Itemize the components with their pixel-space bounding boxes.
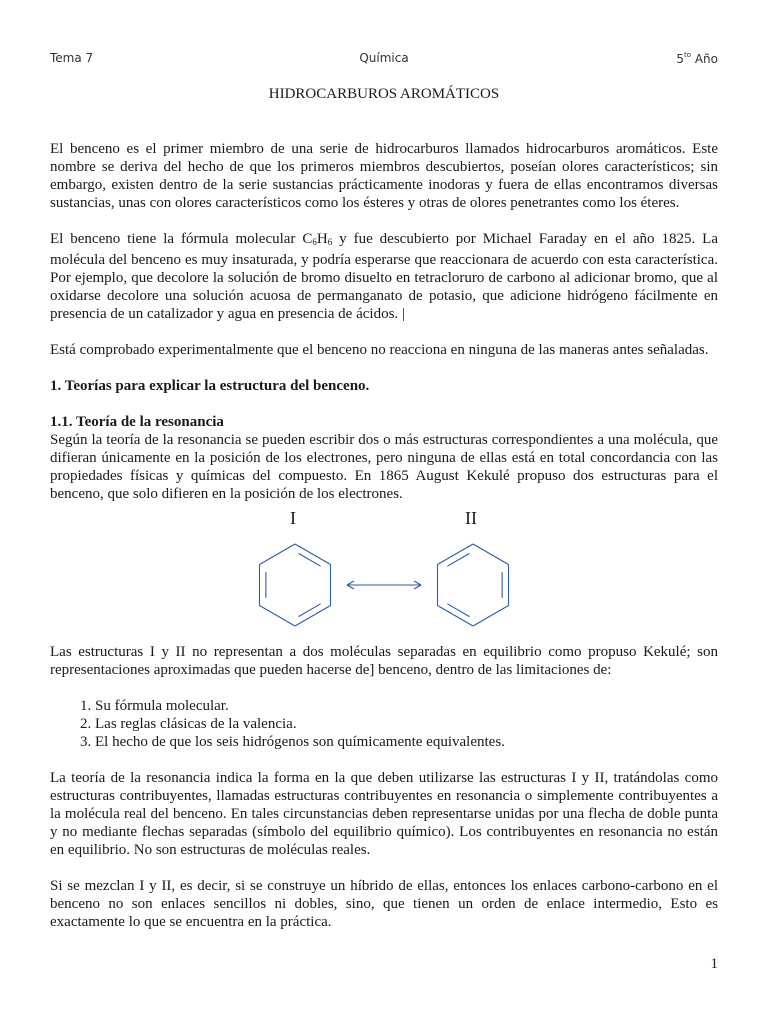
structure-1-double-bond (298, 553, 320, 566)
structure-2-bond (473, 544, 509, 565)
list-item: 1. Su fórmula molecular. (95, 697, 718, 715)
structure-1-bond (259, 544, 295, 565)
formula-h: H (316, 231, 328, 247)
paragraph-intro: El benceno es el primer miembro de una serie de hidrocarburos llamados hidrocarburos aromáticos. Este nombre se deriva del hecho de que los primeros miembros descubiertos, poseían olores característicos; sin embargo, existen dentro de la serie sustancias prácticamente inodoras y fuera de ellas encontramos diversas sustancias, unas con olores característicos como los ésteres y otras de olores penetrantes como los éteres. (50, 141, 718, 211)
paragraph-hybrid: Si se mezclan I y II, es decir, si se construye un híbrido de ellas, entonces los enlaces carbono-carbono en el benceno no son enlaces sencillos ni dobles, sino, que tienen un orden de enlace intermedio, Esto es exactamente lo que se encuentra en la práctica. (50, 878, 718, 930)
structure-1-double-bond (298, 604, 320, 617)
formula-text-after: y fue descubierto por Michael Faraday en el año 1825. La molécula del benceno es muy insaturada, y podría esperarse que reaccionara de acuerdo con esta característica. Por ejemplo, que decolore la solución de bromo disuelto en tetracloruro de carbono al adicionar bromo, que al oxidarse decolore una solución acuosa de permanganato de potasio, que adicione hidrógeno fácilmente en presencia de un catalizador y agua en presencia de ácidos. | (50, 231, 718, 322)
header-grade (676, 51, 718, 66)
formula-subscript-h: 6 (327, 237, 333, 247)
header-grade-word: Año (694, 52, 718, 66)
kekule-structures-figure (50, 507, 718, 637)
resonance-arrow-head (414, 585, 421, 589)
structure-2-double-bond (447, 553, 469, 566)
subsection-heading: 1.1. Teoría de la resonancia (50, 414, 224, 430)
formula-subscript-c: 6 (312, 237, 317, 247)
paragraph-experimental: Está comprobado experimentalmente que el benceno no reacciona en ninguna de las maneras antes señaladas. (50, 342, 709, 358)
structure-label-2: II (465, 508, 477, 528)
document-title: HIDROCARBUROS AROMÁTICOS (268, 86, 500, 102)
kekule-diagram (50, 507, 718, 637)
header-topic: Tema 7 (50, 51, 94, 65)
paragraph-formula (50, 230, 718, 323)
resonance-arrow-head (347, 585, 354, 589)
resonance-arrow-head (414, 581, 421, 585)
structure-1-bond (259, 606, 295, 627)
list-item: 3. El hecho de que los seis hidrógenos son químicamente equivalentes. (95, 733, 718, 751)
paragraph-structures: Las estructuras I y II no representan a dos moléculas separadas en equilibrio como propuso Kekulé; son representaciones aproximadas que pueden hacerse de] benceno, dentro de las limitaciones de: (50, 644, 718, 678)
paragraph-contributors: La teoría de la resonancia indica la forma en la que deben utilizarse las estructuras I y II, tratándolas como estructuras contribuyentes, llamadas estructuras contribuyentes en resonancia o simplemente contribuyentes a la molécula real del benceno. En tales circunstancias deben representarse unidas por una flecha de doble punta y no mediante flechas separadas (símbolo del equilibrio químico). Los contribuyentes en resonancia no están en equilibrio. No son estructuras de moléculas reales. (50, 770, 718, 858)
limitations-list (50, 697, 718, 751)
header-grade-ordinal: to (683, 51, 692, 59)
structure-2-bond (473, 606, 509, 627)
document-body (50, 140, 718, 949)
header-subject: Química (359, 51, 409, 65)
formula-text-before: El benceno tiene la fórmula molecular C (50, 231, 313, 247)
paragraph-resonance: Según la teoría de la resonancia se pueden escribir dos o más estructuras correspondientes a una molécula, que difieran únicamente en la posición de los electrones, pero ninguna de ellas está en total concordancia con las propiedades físicas y químicas del compuesto. En 1865 August Kekulé propuso dos estructuras para el benceno, que solo difieren en la posición de los electrones. (50, 432, 718, 502)
header-grade-number: 5 (676, 52, 684, 66)
list-item: 2. Las reglas clásicas de la valencia. (95, 715, 718, 733)
page-header (50, 51, 718, 69)
structure-label-1: I (290, 508, 296, 528)
structure-2-double-bond (447, 604, 469, 617)
section-heading: 1. Teorías para explicar la estructura del benceno. (50, 378, 370, 394)
resonance-arrow-head (347, 581, 354, 585)
page-number: 1 (710, 956, 718, 972)
